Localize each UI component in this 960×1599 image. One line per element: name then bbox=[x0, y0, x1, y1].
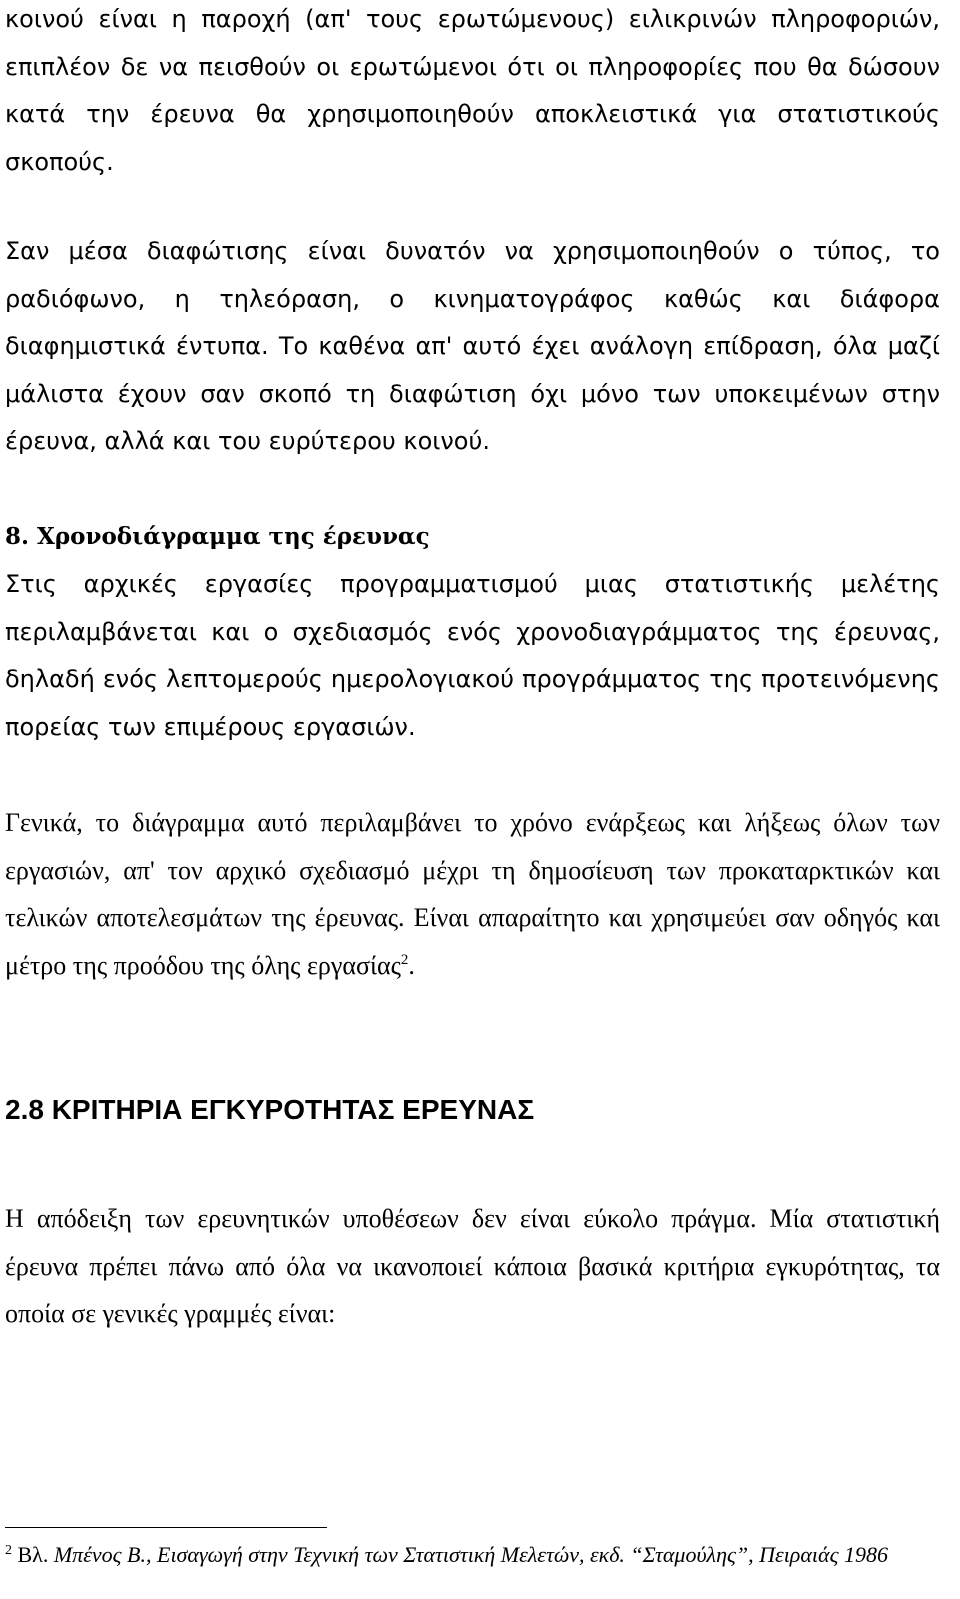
footnote-reference: 2 bbox=[400, 951, 409, 968]
footnote-mark: 2 bbox=[5, 1543, 12, 1558]
paragraph-media: Σαν μέσα διαφώτισης είναι δυνατόν να χρησιμοποιηθούν ο τύπος, το ραδιόφωνο, η τηλεόραση, ο κινηματογράφος καθώς και διάφορα διαφημιστικά έντυπα. Το καθένα απ' αυτό έχει ανάλογη επίδραση, όλα μαζί μάλιστα έχουν σαν σκοπό τη διαφώτιση όχι μόνο των υποκειμένων στην έρευνα, αλλά και του ευρύτερου κοινού. bbox=[5, 237, 940, 455]
footnote-separator bbox=[5, 1527, 327, 1528]
paragraph-schedule-general bbox=[5, 799, 940, 989]
footnote-prefix: Βλ. bbox=[12, 1542, 54, 1567]
footnote bbox=[5, 1540, 940, 1570]
section-heading-validity: 2.8 ΚΡΙΤΗΡΙΑ ΕΓΚΥΡΟΤΗΤΑΣ ΕΡΕΥΝΑΣ bbox=[5, 1094, 535, 1125]
paragraph-schedule-general-end: . bbox=[408, 950, 415, 980]
footnote-title: , Εισαγωγή στην Τεχνική των Στατιστική Μελετών, εκδ. “Σταμούλης”, Πειραιάς 1986 bbox=[146, 1542, 889, 1567]
footnote-author: Μπένος Β. bbox=[53, 1542, 146, 1567]
paragraph-intro-continuation: κοινού είναι η παροχή (απ' τους ερωτώμενους) ειλικρινών πληροφοριών, επιπλέον δε να πεισθούν οι ερωτώμενοι ότι οι πληροφορίες που θα δώσουν κατά την έρευνα θα χρησιμοποιηθούν αποκλειστικά για στατιστικούς σκοπούς. bbox=[5, 5, 940, 176]
paragraph-validity: Η απόδειξη των ερευνητικών υποθέσεων δεν είναι εύκολο πράγμα. Μία στατιστική έρευνα πρέπει πάνω από όλα να ικανοποιεί κάποια βασικά κριτήρια εγκυρότητας, τα οποία σε γενικές γραμμές είναι: bbox=[5, 1204, 940, 1328]
paragraph-schedule-general-text: Γενικά, το διάγραμμα αυτό περιλαμβάνει το χρόνο ενάρξεως και λήξεως όλων των εργασιών, απ' τον αρχικό σχεδιασμό μέχρι τη δημοσίευση των προκαταρκτικών και τελικών αποτελεσμάτων της έρευνας. Είναι απαραίτητο και χρησιμεύει σαν οδηγός και μέτρο της προόδου της όλης εργασίας bbox=[5, 808, 940, 980]
paragraph-schedule: Στις αρχικές εργασίες προγραμματισμού μιας στατιστικής μελέτης περιλαμβάνεται και ο σχεδιασμός ενός χρονοδιαγράμματος της έρευνας, δηλαδή ενός λεπτομερούς ημερολογιακού προγράμματος της προτεινόμενης πορείας των επιμέρους εργασιών. bbox=[5, 570, 940, 741]
section-heading-schedule: 8. Χρονοδιάγραμμα της έρευνας bbox=[5, 523, 430, 550]
